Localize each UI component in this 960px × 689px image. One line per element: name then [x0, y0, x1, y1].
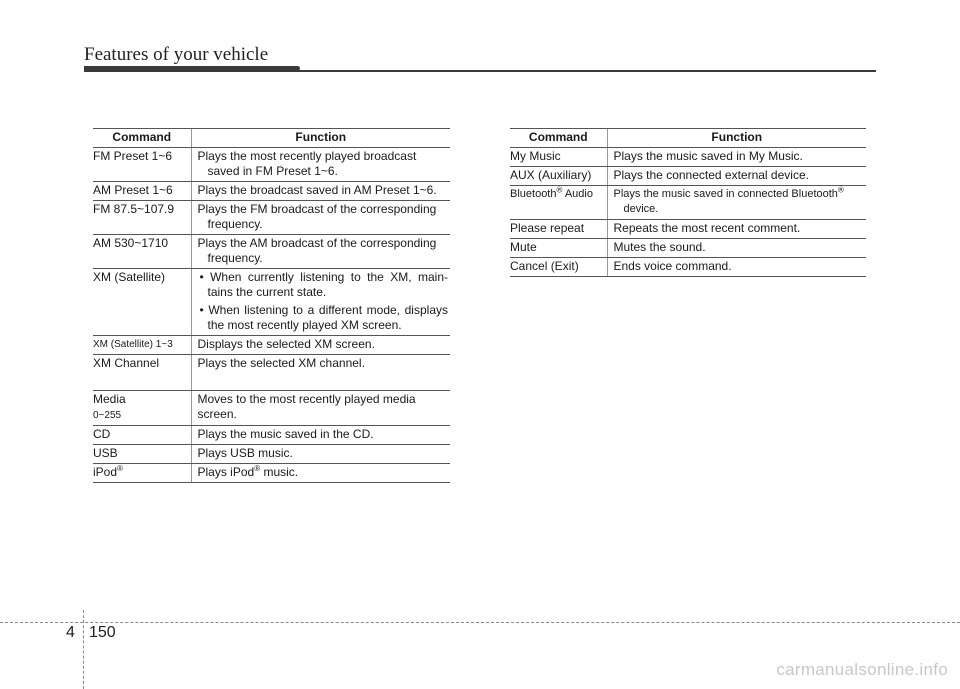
column-header-function: Function	[191, 129, 450, 148]
table-row	[93, 182, 450, 201]
command-cell: AUX (Auxiliary)	[510, 167, 607, 186]
table-row	[93, 426, 450, 445]
bullet-item: • When currently listening to the XM, main-tains the current state.	[199, 270, 448, 299]
command-text: iPod	[93, 465, 118, 479]
column-header-command: Command	[510, 129, 607, 148]
function-text: screen.	[197, 407, 237, 421]
table-row	[93, 235, 450, 269]
function-cell	[191, 201, 450, 235]
column-header-function: Function	[607, 129, 866, 148]
function-cell: Displays the selected XM screen.	[191, 336, 450, 355]
voice-command-table-right	[510, 128, 866, 277]
function-text: Plays the FM broadcast of the corresponding	[197, 202, 437, 216]
registered-mark: ®	[837, 185, 844, 195]
function-text: frequency.	[207, 217, 263, 231]
function-text: Plays the most recently played broadcast	[197, 149, 417, 163]
table-row	[93, 336, 450, 355]
function-cell: Plays the music saved in the CD.	[191, 426, 450, 445]
function-cell: Plays the selected XM channel.	[191, 355, 450, 391]
command-cell	[93, 391, 191, 426]
table-row	[93, 269, 450, 336]
registered-mark: ®	[556, 185, 563, 195]
table-row	[510, 258, 866, 277]
command-cell: FM 87.5~107.9	[93, 201, 191, 235]
function-text: Plays the music saved in connected Bluetooth	[613, 188, 838, 200]
command-cell: My Music	[510, 148, 607, 167]
function-text: Moves to the most recently played media	[197, 392, 416, 406]
table-row	[93, 148, 450, 182]
table-row	[93, 355, 450, 391]
table-row	[510, 220, 866, 239]
section-number: 4	[66, 624, 75, 641]
function-cell: Ends voice command.	[607, 258, 866, 277]
bullet-item: • When listening to a different mode, displays the most recently played XM screen.	[199, 303, 448, 332]
function-text: music.	[260, 465, 299, 479]
column-header-command: Command	[93, 129, 191, 148]
function-cell	[191, 464, 450, 483]
command-cell: XM (Satellite) 1~3	[93, 336, 191, 355]
function-cell: Repeats the most recent comment.	[607, 220, 866, 239]
voice-command-table-left	[93, 128, 450, 483]
table-row	[93, 391, 450, 426]
table-row	[93, 445, 450, 464]
command-cell: XM Channel	[93, 355, 191, 391]
page-header-title: Features of your vehicle	[84, 44, 269, 65]
function-text: Plays iPod	[197, 465, 255, 479]
command-cell: CD	[93, 426, 191, 445]
watermark-text: carmanualsonline.info	[776, 660, 948, 679]
command-cell: XM (Satellite)	[93, 269, 191, 336]
command-cell	[93, 464, 191, 483]
function-text: frequency.	[207, 251, 263, 265]
function-text: device.	[623, 203, 659, 215]
command-cell: AM 530~1710	[93, 235, 191, 269]
command-text: Audio	[562, 188, 593, 200]
function-cell	[191, 269, 450, 336]
table-row	[510, 148, 866, 167]
command-text: Bluetooth	[510, 188, 557, 200]
table-header-row	[93, 129, 450, 148]
function-cell	[607, 186, 866, 220]
function-text: Plays the AM broadcast of the corresponding	[197, 236, 437, 250]
table-row	[510, 239, 866, 258]
command-cell: FM Preset 1~6	[93, 148, 191, 182]
table-row	[510, 167, 866, 186]
command-cell: Mute	[510, 239, 607, 258]
registered-mark: ®	[254, 464, 261, 473]
registered-mark: ®	[117, 464, 123, 473]
function-cell: Plays the broadcast saved in AM Preset 1~6.	[191, 182, 450, 201]
command-text: Media	[93, 392, 126, 406]
function-cell	[191, 148, 450, 182]
function-cell: Plays USB music.	[191, 445, 450, 464]
table-row	[93, 201, 450, 235]
function-cell	[191, 391, 450, 426]
function-cell: Plays the music saved in My Music.	[607, 148, 866, 167]
function-cell: Mutes the sound.	[607, 239, 866, 258]
header-rule	[84, 70, 876, 72]
command-cell: USB	[93, 445, 191, 464]
function-text: saved in FM Preset 1~6.	[207, 164, 338, 178]
footer-dashed-rule	[0, 622, 960, 623]
footer-dashed-divider	[83, 610, 84, 689]
table-header-row	[510, 129, 866, 148]
command-cell: AM Preset 1~6	[93, 182, 191, 201]
table-row	[510, 186, 866, 220]
command-cell: Please repeat	[510, 220, 607, 239]
table-row	[93, 464, 450, 483]
function-cell: Plays the connected external device.	[607, 167, 866, 186]
command-subtext: 0~255	[93, 410, 122, 421]
command-cell: Cancel (Exit)	[510, 258, 607, 277]
command-cell	[510, 186, 607, 220]
page-number: 150	[89, 624, 116, 641]
function-cell	[191, 235, 450, 269]
